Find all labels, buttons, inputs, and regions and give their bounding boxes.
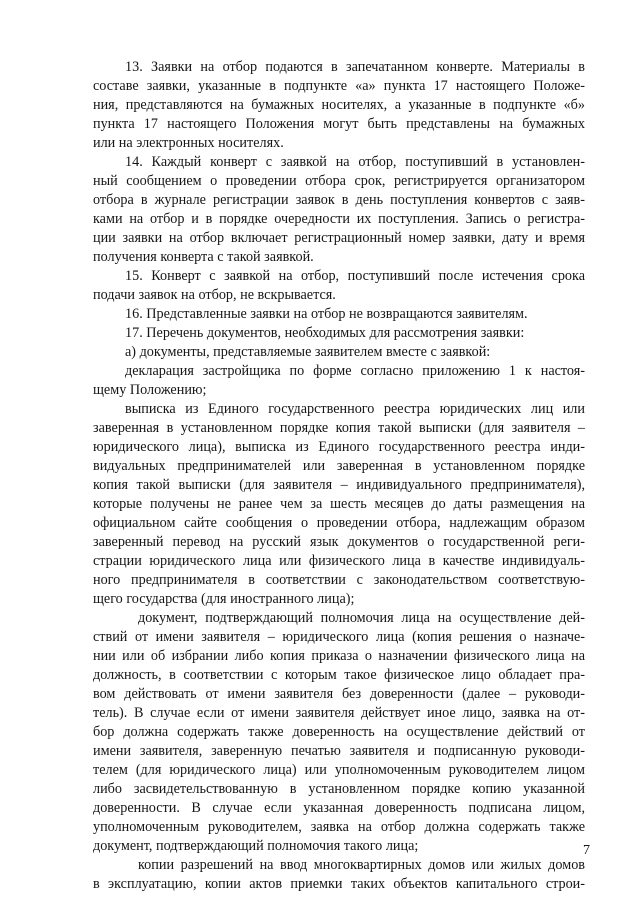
text-line: уполномоченным руководителем, заявка на отбор должна содержать также xyxy=(93,819,585,835)
text-line: страции юридического лица или физического лица в качестве индивидуаль- xyxy=(93,553,585,569)
text-line: заверенная в установленном порядке копия такой выписки (для заявителя – xyxy=(93,420,585,436)
text-line: 16. Представленные заявки на отбор не возвращаются заявителям. xyxy=(125,306,528,322)
text-line: документ, подтверждающий полномочия лица на осуществление дей- xyxy=(138,610,585,626)
text-line: юридического лица), выписка из Единого государственного реестра инди- xyxy=(93,439,585,455)
text-line: ками на отбор и в порядке очередности их поступления. Запись о регистра- xyxy=(93,211,585,227)
text-line: декларация застройщика по форме согласно приложению 1 к настоя- xyxy=(125,363,585,379)
text-line: пункта 17 настоящего Положения могут быть представлены на бумажных xyxy=(93,116,585,132)
text-line: щего государства (для иностранного лица); xyxy=(93,591,355,607)
text-line: щему Положению; xyxy=(93,382,207,398)
text-line: официальном сайте сообщения о проведении отбора, надлежащим образом xyxy=(93,515,585,531)
text-line: выписка из Единого государственного реестра юридических лиц или xyxy=(125,401,585,417)
text-line: должность, в соответствии с которым такое физическое лицо обладает пра- xyxy=(93,667,585,683)
text-line: ный сообщением о проведении отбора срок, регистрируется организатором xyxy=(93,173,585,189)
text-line: бор должна содержать также доверенность на осуществление действий от xyxy=(93,724,585,740)
text-line: 17. Перечень документов, необходимых для рассмотрения заявки: xyxy=(125,325,525,341)
text-line: 13. Заявки на отбор подаются в запечатанном конверте. Материалы в xyxy=(125,59,585,75)
text-line: ного предпринимателя в соответствии с законодательством соответствую- xyxy=(93,572,585,588)
text-line: в эксплуатацию, копии актов приемки таких объектов капитального строи- xyxy=(93,876,585,892)
text-line: телем (для юридического лица) или уполномоченным руководителем лицом xyxy=(93,762,585,778)
text-line: ствий от имени заявителя – юридического лица (копия решения о назначе- xyxy=(93,629,585,645)
text-line: копии разрешений на ввод многоквартирных домов или жилых домов xyxy=(138,857,585,873)
text-line: 14. Каждый конверт с заявкой на отбор, поступивший в установлен- xyxy=(125,154,585,170)
text-line: либо засвидетельствованную в установленном порядке копию указанной xyxy=(93,781,585,797)
text-line: получения конверта с такой заявкой. xyxy=(93,249,314,265)
text-line: доверенности. В случае если указанная доверенность подписана лицом, xyxy=(93,800,585,816)
text-line: составе заявки, указанные в подпункте «а» пункта 17 настоящего Положе- xyxy=(93,78,585,94)
text-line: заверенный перевод на русский язык документов о государственной реги- xyxy=(93,534,585,550)
text-line: которые получены не ранее чем за шесть месяцев до даты размещения на xyxy=(93,496,585,512)
text-line: видуальных предпринимателей или заверенная в установленном порядке xyxy=(93,458,585,474)
text-line: ния, представляются на бумажных носителях, а указанные в подпункте «б» xyxy=(93,97,585,113)
text-line: копия такой выписки (для заявителя – индивидуального предпринимателя), xyxy=(93,477,585,493)
document-body xyxy=(93,58,585,894)
text-line: ции заявки на отбор включает регистрационный номер заявки, дату и время xyxy=(93,230,585,246)
text-line: имени заявителя, заверенную печатью заявителя и подписанную руководи- xyxy=(93,743,585,759)
text-line: 15. Конверт с заявкой на отбор, поступивший после истечения срока xyxy=(125,268,585,284)
page-number: 7 xyxy=(583,843,590,858)
text-line: а) документы, представляемые заявителем вместе с заявкой: xyxy=(125,344,491,360)
text-line: нии или об избрании либо копия приказа о назначении физического лица на xyxy=(93,648,585,664)
text-line: или на электронных носителях. xyxy=(93,135,284,151)
text-line: документ, подтверждающий полномочия такого лица; xyxy=(93,838,419,854)
text-line: подачи заявок на отбор, не вскрывается. xyxy=(93,287,336,303)
text-line: вом действовать от имени заявителя без доверенности (далее – руководи- xyxy=(93,686,585,702)
text-line: отбора в журнале регистрации заявок в день поступления конвертов с заяв- xyxy=(93,192,585,208)
text-line: тель). В случае если от имени заявителя действует иное лицо, заявка на от- xyxy=(93,705,585,721)
